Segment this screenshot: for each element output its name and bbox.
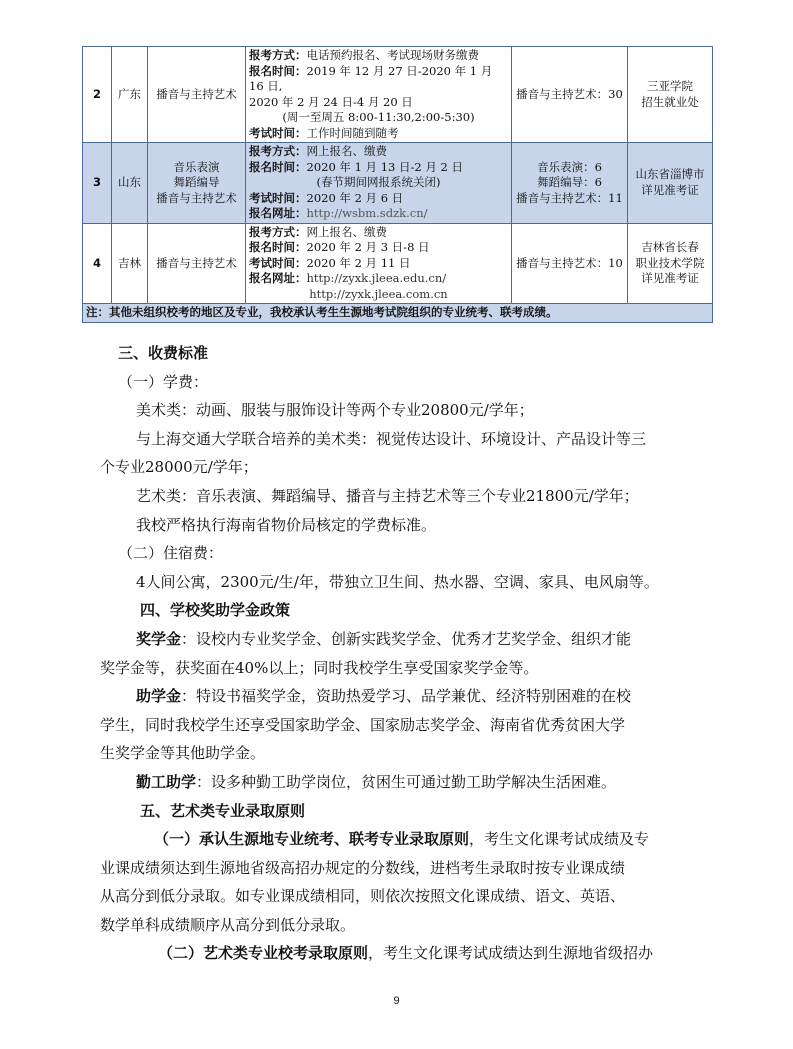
major-cell (148, 223, 246, 304)
registration-info-cell (246, 223, 512, 304)
row-number: 2 (83, 47, 112, 143)
registration-info-line (249, 271, 508, 287)
info-label: 考试时间 (249, 190, 295, 205)
grant-paragraph (100, 682, 710, 711)
major-line: 音乐表演 (173, 159, 220, 174)
info-text: 电话预约报名、考试现场财务缴费 (306, 48, 479, 62)
scholarship-label: 奖学金 (136, 629, 182, 648)
major-line: 舞蹈编导 (173, 175, 220, 189)
registration-info-line (249, 175, 508, 191)
quota-line: 播音与主持艺术：11 (516, 190, 623, 205)
page-number: 9 (393, 995, 400, 1007)
info-label: 考试时间 (249, 255, 295, 270)
registration-info-line (249, 110, 508, 126)
major-line: 播音与主持艺术 (156, 255, 237, 270)
section-heading-admission: 五、艺术类专业录取原则 (140, 801, 306, 820)
work-study-label: 勤工助学 (136, 772, 197, 791)
lodging-fee: 4人间公寓，2300元/生/年，带独立卫生间、热水器、空调、家具、电风扇等。 (136, 572, 659, 591)
quota-line: 音乐表演：6 (537, 159, 602, 174)
major-cell (148, 47, 246, 143)
art-fee: 艺术类：音乐表演、舞蹈编导、播音与主持艺术等三个专业21800元/学年； (136, 486, 639, 505)
info-label-colon: ： (295, 271, 307, 285)
exam-location-line: 详见准考证 (641, 182, 699, 197)
info-text: (周一至周五 8:00-11:30,2:00-5:30) (282, 110, 475, 124)
registration-info-line (249, 256, 508, 272)
section-heading-fees: 三、收费标准 (118, 344, 209, 362)
info-text: 网上报名、缴费 (306, 144, 387, 158)
grant-text: ：特设书福奖学金，资助热爱学习、品学兼优、经济特别困难的在校 (181, 687, 632, 706)
admission-principle-1-label: （一）承认生源地专业统考、联考专业录取原则 (154, 830, 470, 849)
info-text: 2020 年 2 月 11 日 (306, 255, 411, 270)
registration-info-line (249, 48, 508, 64)
info-label-colon: ： (295, 125, 307, 140)
scholarship-text-cont: 奖学金等，获奖面在40%以上；同时我校学生享受国家奖学金等。 (100, 658, 539, 677)
quota-cell (512, 143, 628, 224)
fee-policy: 我校严格执行海南省物价局核定的学费标准。 (136, 515, 437, 534)
exam-table-body (83, 47, 713, 304)
info-text: 2020 年 2 月 24 日-4 月 20 日 (249, 94, 413, 109)
exam-location-line: 招生就业处 (641, 94, 699, 109)
scholarship-text: ：设校内专业奖学金、创新实践奖学金、优秀才艺奖学金、组织才能 (181, 629, 632, 648)
registration-url[interactable]: http://wsbm.sdzk.cn/ (306, 206, 428, 220)
registration-url[interactable]: http://zyxk.jleea.edu.cn/ (306, 271, 447, 285)
row-number: 4 (83, 223, 112, 304)
table-note: 注：其他未组织校考的地区及专业，我校承认考生生源地考试院组织的专业统考、联考成绩。 (83, 304, 713, 323)
info-label-colon: ： (295, 144, 307, 158)
registration-info-line (249, 160, 508, 176)
major-line: 播音与主持艺术 (156, 86, 237, 101)
exam-location-line: 三亚学院 (647, 79, 693, 93)
exam-location-line: 详见准考证 (641, 271, 699, 285)
exam-location-cell (628, 47, 713, 143)
province-cell: 吉林 (112, 223, 148, 304)
info-label: 报名网址 (249, 206, 295, 220)
exam-schedule-table (82, 46, 713, 323)
info-label-colon: ： (295, 63, 307, 78)
scholarship-paragraph (100, 625, 710, 654)
province-cell: 广东 (112, 47, 148, 143)
tuition-heading: （一）学费： (118, 372, 209, 391)
section-heading-aid: 四、学校奖助学金政策 (140, 601, 291, 620)
table-row (83, 47, 713, 143)
info-label-colon: ： (295, 190, 307, 205)
quota-line: 播音与主持艺术：10 (516, 255, 623, 270)
admission-principle-1 (100, 825, 710, 854)
info-text: 网上报名、缴费 (306, 224, 387, 239)
registration-info-line (249, 126, 508, 142)
exam-location-cell (628, 143, 713, 224)
joint-program-fee-cont: 个专业28000元/学年； (100, 458, 258, 477)
work-study-text: ：设多种勤工助学岗位，贫困生可通过勤工助学解决生活困难。 (196, 772, 617, 791)
table-row (83, 223, 713, 304)
info-text: 2020 年 2 月 6 日 (306, 190, 404, 205)
info-label: 报考方式 (249, 144, 295, 158)
registration-info-line (249, 206, 508, 222)
info-text: 2020 年 2 月 3 日-8 日 (306, 240, 430, 254)
registration-info-line (249, 191, 508, 207)
province-cell: 山东 (112, 143, 148, 224)
grant-label: 助学金 (136, 687, 182, 706)
info-label-colon: ： (295, 206, 307, 220)
exam-location-line: 吉林省长春 (641, 240, 699, 254)
admission-principle-1-cont2: 从高分到低分录取。如专业课成绩相同，则依次按照文化课成绩、语文、英语、 (100, 887, 626, 906)
info-text: 工作时间随到随考 (306, 125, 399, 140)
info-text: (春节期间网报系统关闭) (316, 175, 441, 189)
info-label-colon: ： (295, 240, 307, 254)
major-line: 播音与主持艺术 (156, 190, 237, 205)
registration-url[interactable]: http://zyxk.jleea.com.cn (309, 286, 448, 301)
exam-location-cell (628, 223, 713, 304)
exam-location-line: 职业技术学院 (635, 255, 705, 270)
registration-info-line (249, 64, 508, 95)
page-body (100, 339, 710, 968)
quota-line: 播音与主持艺术：30 (516, 86, 623, 101)
info-label: 报名时间 (249, 159, 295, 174)
grant-text-cont2: 生奖学金等其他助学金。 (100, 744, 266, 763)
exam-location-line: 山东省淄博市 (635, 167, 705, 182)
quota-cell (512, 47, 628, 143)
work-study-paragraph (100, 768, 710, 797)
info-label: 考试时间 (249, 125, 295, 140)
registration-info-cell (246, 47, 512, 143)
admission-principle-2-label: （二）艺术类专业校考录取原则 (158, 944, 369, 963)
registration-info-cell (246, 143, 512, 224)
info-label-colon: ： (295, 224, 307, 239)
quota-line: 舞蹈编导：6 (537, 175, 602, 189)
admission-principle-2-text: ，考生文化课考试成绩达到生源地省级招办 (368, 944, 654, 963)
info-label-colon: ： (295, 48, 307, 62)
info-text: 2020 年 1 月 13 日-2 月 2 日 (306, 159, 463, 174)
info-label-colon: ： (295, 255, 307, 270)
lodging-heading: （二）住宿费： (118, 544, 224, 563)
major-cell (148, 143, 246, 224)
admission-principle-1-cont1: 业课成绩须达到生源地省级高招办规定的分数线，进档考生录取时按专业课成绩 (100, 858, 626, 877)
admission-principle-1-text: ，考生文化课考试成绩及专 (469, 830, 650, 849)
admission-principle-1-cont3: 数学单科成绩顺序从高分到低分录取。 (100, 915, 356, 934)
info-label: 报名网址 (249, 271, 295, 285)
registration-info-line (249, 225, 508, 241)
info-label: 报名时间 (249, 240, 295, 254)
info-label-colon: ： (295, 159, 307, 174)
admission-principle-2 (100, 939, 710, 968)
info-label: 报考方式 (249, 48, 295, 62)
joint-program-fee: 与上海交通大学联合培养的美术类：视觉传达设计、环境设计、产品设计等三 (136, 429, 647, 448)
registration-info-line (249, 95, 508, 111)
fine-art-fee: 美术类：动画、服装与服饰设计等两个专业20800元/学年； (136, 401, 534, 420)
registration-info-line (249, 144, 508, 160)
quota-cell (512, 223, 628, 304)
registration-info-line (249, 240, 508, 256)
grant-text-cont1: 学生，同时我校学生还享受国家助学金、国家励志奖学金、海南省优秀贫困大学 (100, 715, 626, 734)
info-text: 2019 年 12 月 27 日-2020 年 1 月 16 日, (249, 63, 493, 93)
info-label: 报考方式 (249, 224, 295, 239)
row-number: 3 (83, 143, 112, 224)
table-row (83, 143, 713, 224)
registration-info-line (249, 287, 508, 303)
info-label: 报名时间 (249, 63, 295, 78)
